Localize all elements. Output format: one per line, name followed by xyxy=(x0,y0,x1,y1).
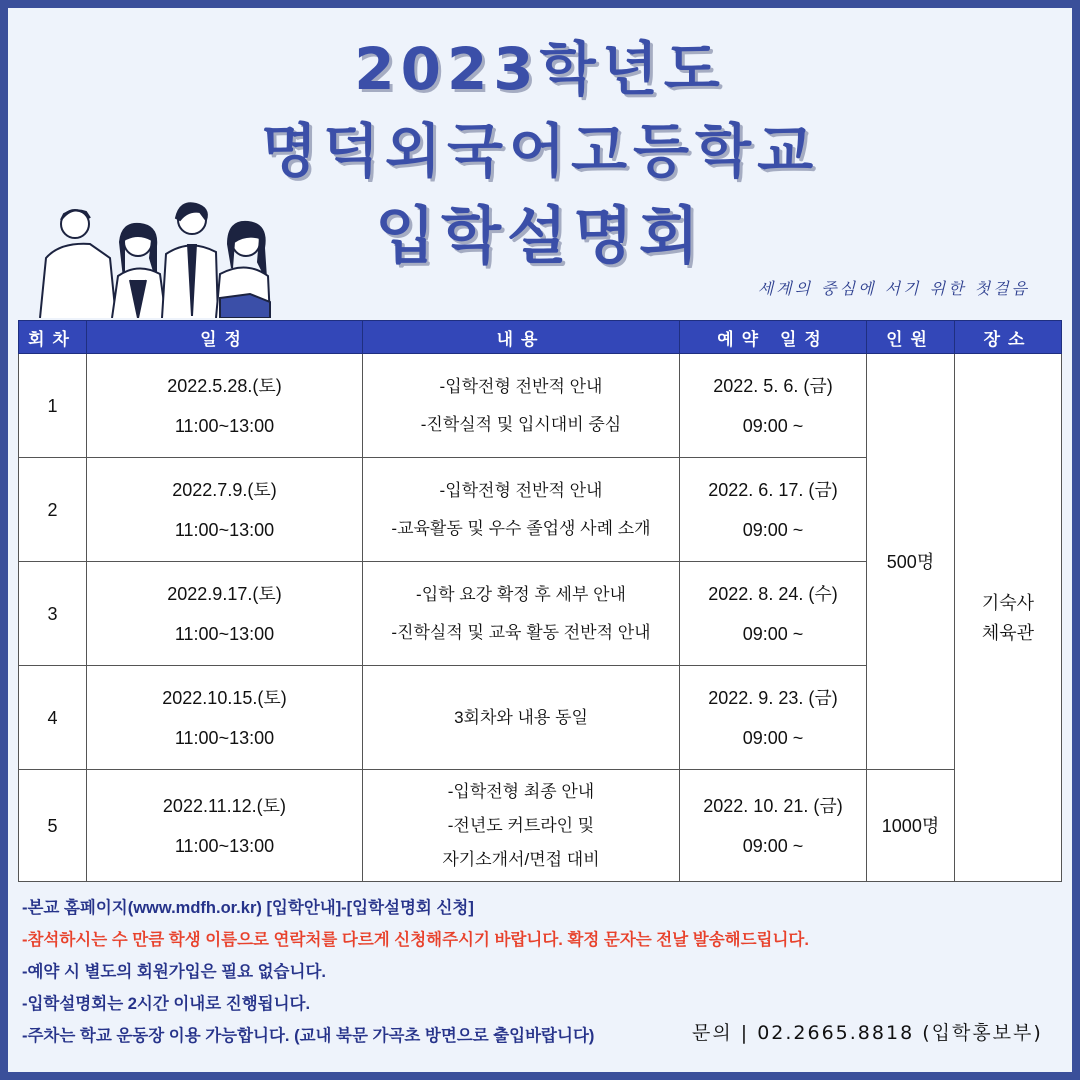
round-cell: 2 xyxy=(19,458,87,562)
round-cell: 1 xyxy=(19,354,87,458)
reserve-cell xyxy=(680,354,867,458)
content-line: -입학전형 최종 안내 xyxy=(447,781,595,801)
content-line: -입학 요강 확정 후 세부 안내 xyxy=(416,584,626,604)
round-cell: 3 xyxy=(19,562,87,666)
content-line: -교육활동 및 우수 졸업생 사례 소개 xyxy=(391,518,651,538)
content-line: -입학전형 전반적 안내 xyxy=(439,376,603,396)
note-warning: -참석하시는 수 만큼 학생 이름으로 연락처를 다르게 신청해주시기 바랍니다. 확정 문자는 전날 발송해드립니다. xyxy=(22,931,809,949)
time-text: 11:00~13:00 xyxy=(174,727,275,748)
content-line: 3회차와 내용 동일 xyxy=(454,707,588,727)
time-text: 11:00~13:00 xyxy=(174,415,275,436)
reserve-cell xyxy=(680,458,867,562)
date-text: 2022.9.17.(토) xyxy=(167,583,282,604)
content-cell xyxy=(363,458,680,562)
header-venue: 장소 xyxy=(955,321,1062,354)
contact-info: 문의 | 02.2665.8818 (입학홍보부) xyxy=(692,1022,1043,1044)
venue-line: 기숙사 xyxy=(981,592,1035,613)
reserve-date-text: 2022. 5. 6. (금) xyxy=(713,375,833,396)
table-row xyxy=(19,354,1062,458)
schedule-table xyxy=(18,320,1062,882)
reserve-date-text: 2022. 10. 21. (금) xyxy=(703,795,843,816)
capacity-cell-1-4: 500명 xyxy=(867,354,955,770)
time-text: 11:00~13:00 xyxy=(174,835,275,856)
header-round: 회차 xyxy=(19,321,87,354)
content-line: -진학실적 및 교육 활동 전반적 안내 xyxy=(391,622,651,642)
reserve-date-text: 2022. 9. 23. (금) xyxy=(708,687,838,708)
content-line: -전년도 커트라인 및 xyxy=(447,815,595,835)
date-cell xyxy=(87,354,363,458)
date-text: 2022.7.9.(토) xyxy=(172,479,277,500)
note-membership: -예약 시 별도의 회원가입은 필요 없습니다. xyxy=(22,963,326,981)
title-event: 입학설명회 xyxy=(375,199,705,272)
note-homepage: -본교 홈페이지(www.mdfh.or.kr) [입학안내]-[입학설명회 신청] xyxy=(22,899,474,917)
header-reserve-date: 예약 일정 xyxy=(680,321,867,354)
venue-line: 체육관 xyxy=(981,622,1035,643)
reserve-time-text: 09:00 ~ xyxy=(742,415,804,436)
notes-list xyxy=(22,892,809,1052)
capacity-cell-5: 1000명 xyxy=(867,770,955,882)
content-cell xyxy=(363,770,680,882)
title-school: 명덕외국어고등학교 xyxy=(260,117,820,185)
reserve-cell xyxy=(680,666,867,770)
reserve-time-text: 09:00 ~ xyxy=(742,623,804,644)
content-cell xyxy=(363,354,680,458)
content-cell xyxy=(363,562,680,666)
round-cell: 5 xyxy=(19,770,87,882)
reserve-cell xyxy=(680,770,867,882)
date-text: 2022.10.15.(토) xyxy=(162,687,287,708)
slogan: 세계의 중심에 서기 위한 첫걸음 xyxy=(757,279,1030,298)
note-parking: -주차는 학교 운동장 이용 가능합니다. (교내 북문 가곡초 방면으로 출입바랍니다) xyxy=(22,1027,595,1045)
students-illustration xyxy=(20,198,272,318)
title-year: 2023학년도 xyxy=(354,35,726,103)
date-cell xyxy=(87,666,363,770)
date-text: 2022.11.12.(토) xyxy=(162,795,287,816)
content-line: 자기소개서/면접 대비 xyxy=(442,849,600,869)
table-row xyxy=(19,770,1062,882)
content-line: -진학실적 및 입시대비 중심 xyxy=(420,414,622,434)
reserve-time-text: 09:00 ~ xyxy=(742,835,804,856)
reserve-cell xyxy=(680,562,867,666)
header-content: 내용 xyxy=(363,321,680,354)
time-text: 11:00~13:00 xyxy=(174,623,275,644)
date-cell xyxy=(87,562,363,666)
header-date: 일정 xyxy=(87,321,363,354)
content-cell xyxy=(363,666,680,770)
time-text: 11:00~13:00 xyxy=(174,519,275,540)
date-text: 2022.5.28.(토) xyxy=(167,375,282,396)
table-header-row xyxy=(19,321,1062,354)
content-line: -입학전형 전반적 안내 xyxy=(439,480,603,500)
reserve-date-text: 2022. 6. 17. (금) xyxy=(708,479,838,500)
venue-cell xyxy=(955,354,1062,882)
reserve-date-text: 2022. 8. 24. (수) xyxy=(708,583,838,604)
date-cell xyxy=(87,770,363,882)
header-capacity: 인원 xyxy=(867,321,955,354)
reserve-time-text: 09:00 ~ xyxy=(742,519,804,540)
note-duration: -입학설명회는 2시간 이내로 진행됩니다. xyxy=(22,995,311,1013)
date-cell xyxy=(87,458,363,562)
round-cell: 4 xyxy=(19,666,87,770)
reserve-time-text: 09:00 ~ xyxy=(742,727,804,748)
